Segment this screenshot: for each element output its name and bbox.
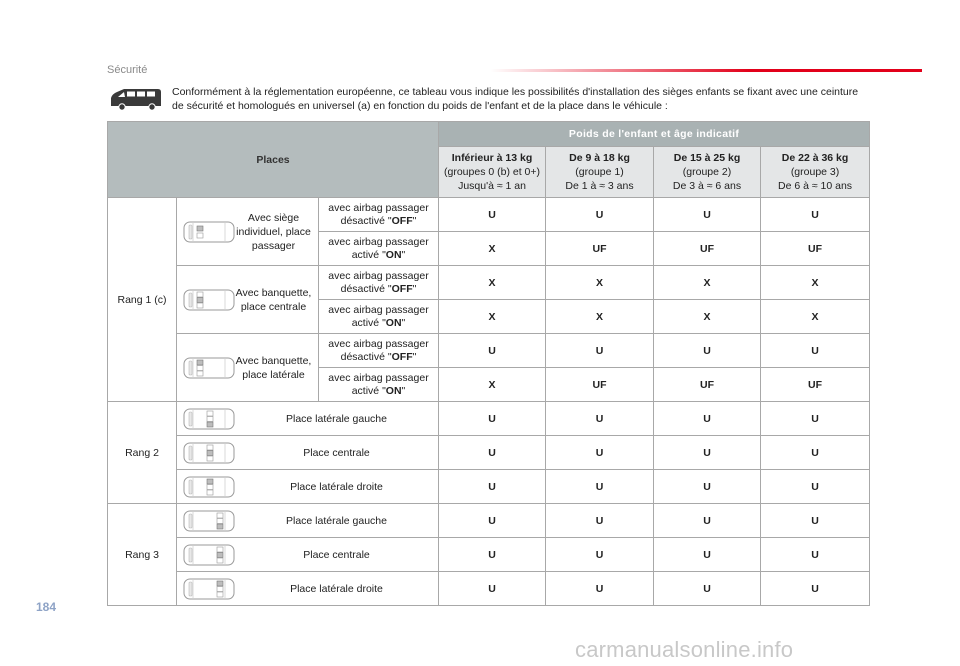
suitability-value: U bbox=[439, 572, 546, 606]
suitability-value: X bbox=[439, 368, 546, 402]
airbag-condition bbox=[319, 198, 439, 232]
seat-cell bbox=[177, 470, 439, 504]
suitability-value: UF bbox=[654, 368, 761, 402]
airbag-quote-end: " bbox=[401, 384, 406, 397]
suitability-value: X bbox=[439, 232, 546, 266]
group-title: Inférieur à 13 kg bbox=[451, 152, 533, 164]
seat-cell bbox=[177, 538, 439, 572]
airbag-state: ON bbox=[385, 384, 402, 397]
suitability-value: U bbox=[761, 538, 870, 572]
group-age: Jusqu'à ≈ 1 an bbox=[458, 180, 526, 192]
airbag-quote-end: " bbox=[412, 350, 417, 363]
seat-description: Avec banquette, place latérale bbox=[235, 354, 312, 381]
row2-right-seat-icon bbox=[183, 475, 235, 499]
rank-label: Rang 3 bbox=[108, 504, 177, 606]
child-seat-table bbox=[107, 121, 870, 606]
seat-cell bbox=[177, 504, 439, 538]
suitability-value: U bbox=[654, 470, 761, 504]
airbag-text: avec airbag passager activé " bbox=[328, 303, 429, 329]
seat-description: Place latérale droite bbox=[290, 480, 383, 493]
rank-label: Rang 1 (c) bbox=[108, 198, 177, 402]
front-passenger-seat-icon bbox=[183, 220, 235, 244]
airbag-condition bbox=[319, 232, 439, 266]
group-header bbox=[761, 147, 870, 198]
seat-cell bbox=[177, 334, 319, 402]
suitability-value: UF bbox=[761, 232, 870, 266]
suitability-value: U bbox=[654, 334, 761, 368]
seat-description: Place centrale bbox=[303, 446, 370, 459]
airbag-state: OFF bbox=[391, 282, 413, 295]
suitability-value: U bbox=[761, 402, 870, 436]
van-icon bbox=[108, 86, 163, 112]
weight-header: Poids de l'enfant et âge indicatif bbox=[439, 122, 870, 147]
seat-cell bbox=[177, 402, 439, 436]
airbag-text: avec airbag passager activé " bbox=[328, 371, 429, 397]
suitability-value: U bbox=[761, 334, 870, 368]
seat-description: Place latérale gauche bbox=[286, 514, 387, 527]
suitability-value: X bbox=[761, 300, 870, 334]
airbag-state: ON bbox=[385, 248, 402, 261]
suitability-value: X bbox=[439, 266, 546, 300]
suitability-value: U bbox=[546, 538, 654, 572]
rank-label: Rang 2 bbox=[108, 402, 177, 504]
suitability-value: UF bbox=[761, 368, 870, 402]
suitability-value: U bbox=[546, 436, 654, 470]
suitability-value: U bbox=[546, 402, 654, 436]
suitability-value: UF bbox=[654, 232, 761, 266]
airbag-quote-end: " bbox=[412, 214, 417, 227]
airbag-text: avec airbag passager désactivé " bbox=[328, 201, 429, 227]
group-sub: (groupe 1) bbox=[575, 166, 624, 178]
suitability-value: U bbox=[546, 334, 654, 368]
suitability-value: U bbox=[439, 436, 546, 470]
group-sub: (groupe 2) bbox=[682, 166, 732, 178]
airbag-text: avec airbag passager désactivé " bbox=[328, 269, 429, 295]
suitability-value: U bbox=[439, 402, 546, 436]
airbag-condition bbox=[319, 368, 439, 402]
suitability-value: U bbox=[654, 572, 761, 606]
suitability-value: U bbox=[654, 402, 761, 436]
seat-description: Place latérale droite bbox=[290, 582, 383, 595]
page-number: 184 bbox=[36, 600, 57, 614]
front-bench-side-seat-icon bbox=[183, 356, 235, 380]
suitability-value: U bbox=[546, 198, 654, 232]
suitability-value: X bbox=[546, 300, 654, 334]
suitability-value: U bbox=[654, 436, 761, 470]
suitability-value: U bbox=[546, 572, 654, 606]
seat-description: Place centrale bbox=[303, 548, 370, 561]
group-sub: (groupe 3) bbox=[790, 166, 840, 178]
suitability-value: U bbox=[546, 470, 654, 504]
places-header: Places bbox=[108, 122, 439, 198]
group-age: De 3 à ≈ 6 ans bbox=[672, 180, 742, 192]
group-header bbox=[546, 147, 654, 198]
seat-cell bbox=[177, 572, 439, 606]
airbag-quote-end: " bbox=[401, 248, 406, 261]
section-label: Sécurité bbox=[107, 64, 148, 76]
airbag-text: avec airbag passager désactivé " bbox=[328, 337, 429, 363]
seat-cell bbox=[177, 436, 439, 470]
suitability-value: U bbox=[761, 572, 870, 606]
suitability-value: U bbox=[654, 504, 761, 538]
airbag-condition bbox=[319, 300, 439, 334]
header-red-line bbox=[490, 69, 922, 72]
row3-right-seat-icon bbox=[183, 577, 235, 601]
airbag-state: ON bbox=[385, 316, 402, 329]
suitability-value: U bbox=[439, 198, 546, 232]
suitability-value: U bbox=[654, 538, 761, 572]
group-sub: (groupes 0 (b) et 0+) bbox=[444, 166, 541, 178]
suitability-value: U bbox=[439, 538, 546, 572]
row3-center-seat-icon bbox=[183, 543, 235, 567]
group-title: De 9 à 18 kg bbox=[569, 152, 630, 164]
seat-description: Avec banquette, place centrale bbox=[235, 286, 312, 313]
row3-left-seat-icon bbox=[183, 509, 235, 533]
suitability-value: U bbox=[439, 504, 546, 538]
suitability-value: X bbox=[439, 300, 546, 334]
front-bench-center-seat-icon bbox=[183, 288, 235, 312]
suitability-value: U bbox=[761, 470, 870, 504]
suitability-value: U bbox=[439, 334, 546, 368]
group-age: De 1 à ≈ 3 ans bbox=[565, 180, 634, 192]
watermark: carmanualsonline.info bbox=[575, 637, 794, 662]
suitability-value: X bbox=[546, 266, 654, 300]
suitability-value: U bbox=[761, 504, 870, 538]
seat-cell bbox=[177, 266, 319, 334]
intro-text: Conformément à la réglementation européenne, ce tableau vous indique les possibilités d'installation des sièges enfants se fixant avec une ceinture de sécurité et homologués en universel (a) en fonction du poids de l'enfant et de la place dans le véhicule : bbox=[172, 86, 859, 112]
group-header bbox=[439, 147, 546, 198]
suitability-value: U bbox=[761, 198, 870, 232]
suitability-value: U bbox=[654, 198, 761, 232]
suitability-value: U bbox=[761, 436, 870, 470]
suitability-value: U bbox=[546, 504, 654, 538]
seat-cell bbox=[177, 198, 319, 266]
suitability-value: UF bbox=[546, 368, 654, 402]
group-title: De 15 à 25 kg bbox=[673, 152, 741, 164]
group-age: De 6 à ≈ 10 ans bbox=[778, 180, 853, 192]
suitability-value: X bbox=[654, 300, 761, 334]
row2-left-seat-icon bbox=[183, 407, 235, 431]
seat-description: Avec siège individuel, place passager bbox=[236, 211, 311, 252]
airbag-quote-end: " bbox=[401, 316, 406, 329]
airbag-quote-end: " bbox=[412, 282, 417, 295]
airbag-text: avec airbag passager activé " bbox=[328, 235, 429, 261]
seat-description: Place latérale gauche bbox=[286, 412, 387, 425]
airbag-state: OFF bbox=[391, 214, 413, 227]
suitability-value: X bbox=[761, 266, 870, 300]
airbag-condition bbox=[319, 266, 439, 300]
group-title: De 22 à 36 kg bbox=[781, 152, 849, 164]
airbag-state: OFF bbox=[391, 350, 413, 363]
airbag-condition bbox=[319, 334, 439, 368]
row2-center-seat-icon bbox=[183, 441, 235, 465]
group-header bbox=[654, 147, 761, 198]
suitability-value: X bbox=[654, 266, 761, 300]
suitability-value: UF bbox=[546, 232, 654, 266]
suitability-value: U bbox=[439, 470, 546, 504]
